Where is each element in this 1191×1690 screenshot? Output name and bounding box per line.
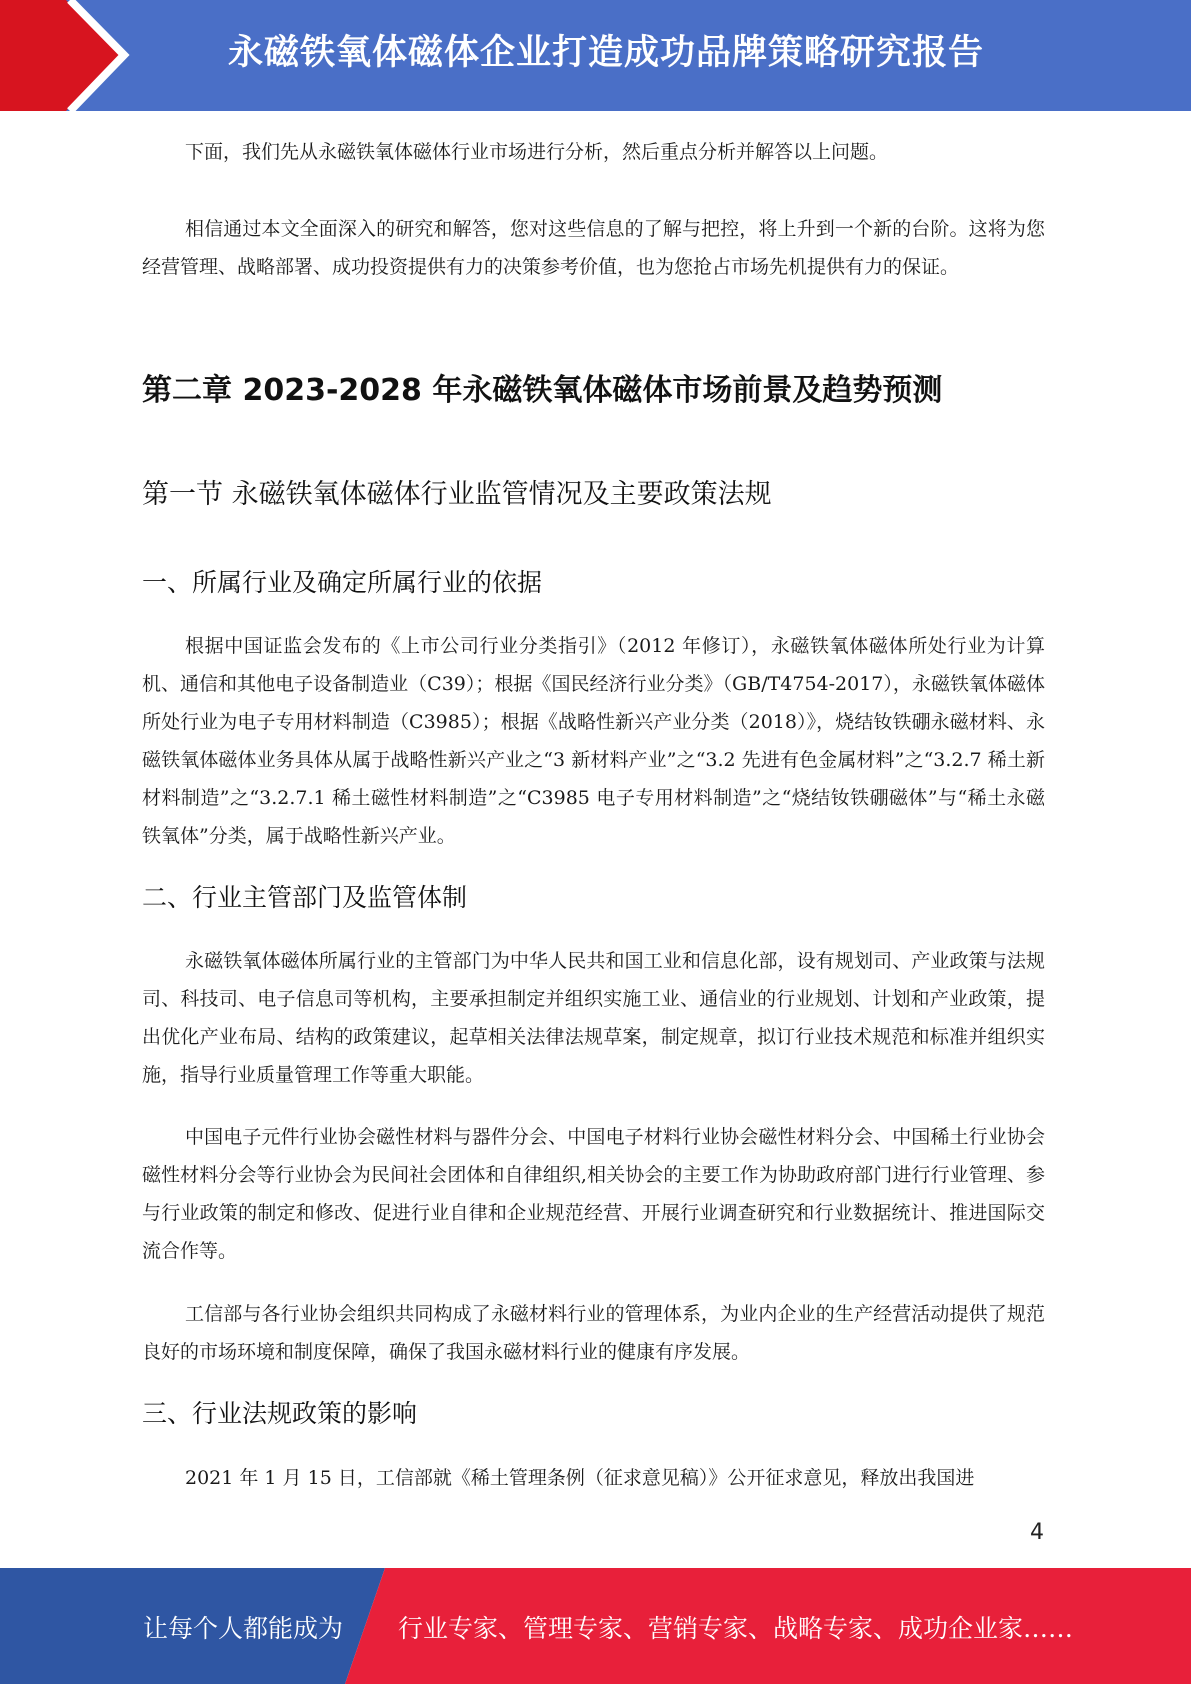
- subsection-2-paragraph-3: 工信部与各行业协会组织共同构成了永磁材料行业的管理体系，为业内企业的生产经营活动提供了规范良好的市场环境和制度保障，确保了我国永磁材料行业的健康有序发展。: [142, 1303, 1045, 1363]
- subsection-2-paragraph-2: 中国电子元件行业协会磁性材料与器件分会、中国电子材料行业协会磁性材料分会、中国稀土行业协会磁性材料分会等行业协会为民间社会团体和自律组织,相关协会的主要工作为协助政府部门进行行业管理、参与行业政策的制定和修改、促进行业自律和企业规范经营、开展行业调查研究和行业数据统计、推进国际交流合作等。: [142, 1126, 1045, 1262]
- subsection-heading-1: 一、所属行业及确定所属行业的依据: [142, 568, 543, 597]
- chapter-heading: 第二章 2023-2028 年永磁铁氧体磁体市场前景及趋势预测: [142, 373, 943, 408]
- subsection-1-paragraph: 根据中国证监会发布的《上市公司行业分类指引》（2012 年修订），永磁铁氧体磁体所处行业为计算机、通信和其他电子设备制造业（C39）；根据《国民经济行业分类》（GB/T4754-2017），永磁铁氧体磁体所处行业为电子专用材料制造（C3985）；根据《战略性新兴产业分类（2018）》，烧结钕铁硼永磁材料、永磁铁氧体磁体业务具体从属于战略性新兴产业之“3 新材料产业”之“3.2 先进有色金属材料”之“3.2.7 稀土新材料制造”之“3.2.7.1 稀土磁性材料制造”之“C3985 电子专用材料制造”之“烧结钕铁硼磁体”与“稀土永磁铁氧体”分类，属于战略性新兴产业。: [142, 635, 1045, 847]
- footer-slogan-right: 行业专家、管理专家、营销专家、战略专家、成功企业家……: [398, 1614, 1074, 1643]
- report-title: 永磁铁氧体磁体企业打造成功品牌策略研究报告: [228, 33, 985, 73]
- intro-paragraph-2: 相信通过本文全面深入的研究和解答，您对这些信息的了解与把控，将上升到一个新的台阶。这将为您经营管理、战略部署、成功投资提供有力的决策参考价值，也为您抢占市场先机提供有力的保证。: [142, 218, 1045, 278]
- section-heading: 第一节 永磁铁氧体磁体行业监管情况及主要政策法规: [142, 479, 772, 510]
- subsection-heading-2: 二、行业主管部门及监管体制: [142, 883, 468, 912]
- page-number: 4: [1030, 1520, 1044, 1545]
- footer-band: [0, 1568, 1191, 1684]
- subsection-heading-3: 三、行业法规政策的影响: [142, 1399, 418, 1428]
- header-band: [0, 0, 1191, 111]
- footer-slogan-left: 让每个人都能成为: [143, 1614, 344, 1643]
- subsection-2-paragraph-1: 永磁铁氧体磁体所属行业的主管部门为中华人民共和国工业和信息化部，设有规划司、产业政策与法规司、科技司、电子信息司等机构，主要承担制定并组织实施工业、通信业的行业规划、计划和产业政策，提出优化产业布局、结构的政策建议，起草相关法律法规草案，制定规章，拟订行业技术规范和标准并组织实施，指导行业质量管理工作等重大职能。: [142, 950, 1045, 1086]
- subsection-3-paragraph: 2021 年 1 月 15 日，工信部就《稀土管理条例（征求意见稿）》公开征求意见，释放出我国进: [185, 1467, 975, 1489]
- intro-paragraph-1: 下面，我们先从永磁铁氧体磁体行业市场进行分析，然后重点分析并解答以上问题。: [185, 141, 889, 163]
- header-arrow-decoration: [0, 0, 160, 111]
